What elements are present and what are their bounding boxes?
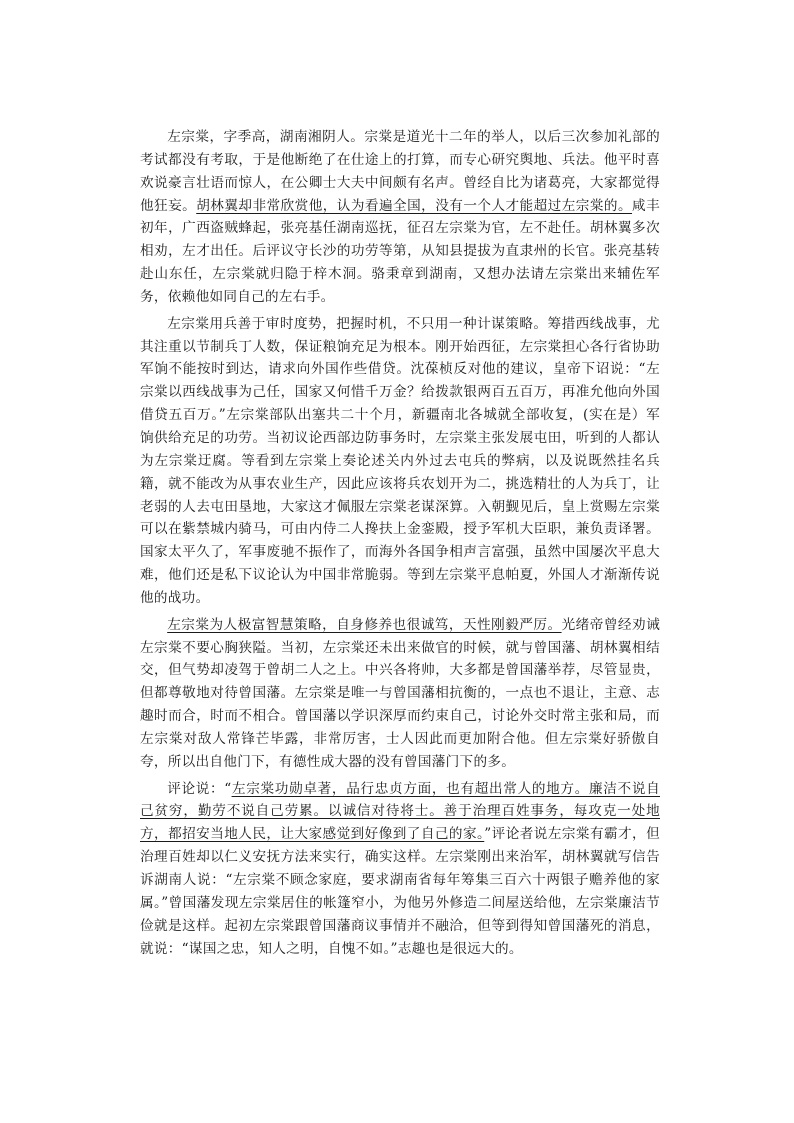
paragraph-2 <box>140 313 660 610</box>
text-segment: 光绪帝曾经劝诫左宗棠不要心胸狭隘。当初，左宗棠还未出来做官的时候，就与曾国藩、胡林翼相结交，但气势却凌驾于曾胡二人之上。中兴各将帅，大多都是曾国藩举荐，尽管显贵，但都尊敬地对待曾国藩。左宗棠是唯一与曾国藩相抗衡的，一点也不退让，主意、志趣时而合，时而不相合。曾国藩以学识深厚而约束自己，讨论外交时常主张和局，而左宗棠对敌人常锋芒毕露，非常厉害，士人因此而更加附合他。但左宗棠好骄傲自夸，所以出自他门下，有德性成大器的没有曾国藩门下的多。 <box>140 616 660 770</box>
paragraph-4 <box>140 778 660 961</box>
paragraph-1 <box>140 126 660 309</box>
document-body <box>140 126 660 960</box>
underlined-sentence: 左宗棠功勋卓著，品行忠贞方面，也有超出常人的地方。廉洁不说自己贫穷，勤劳不说自己劳累。以诚信对待将士。善于治理百姓事务，每攻克一处地方，都招安当地人民，让大家感觉到好像到了自己的家。 <box>140 780 660 843</box>
text-segment: 左宗棠用兵善于审时度势，把握时机，不只用一种计谋策略。筹措西线战事，尤其注重以节制兵丁人数，保证粮饷充足为根本。刚开始西征，左宗棠担心各行省协助军饷不能按时到达，请求向外国作些借贷。沈葆桢反对他的建议，皇帝下诏说：“左宗棠以西线战事为己任，国家又何惜千万金？给拨款银两百五百万，再准允他向外国借贷五百万。”左宗棠部队出塞共二十个月，新疆南北各城就全部收复，(实在是）军饷供给充足的功劳。当初议论西部边防事务时，左宗棠主张发展屯田，听到的人都认为左宗棠迂腐。等看到左宗棠上奏论述关内外过去屯兵的弊病，以及说既然挂名兵籍，就不能改为从事农业生产，因此应该将兵农划开为二，挑选精壮的人为兵丁，让老弱的人去屯田垦地，大家这才佩服左宗棠老谋深算。入朝觐见后，皇上赏赐左宗棠可以在紫禁城内骑马，可由内侍二人搀扶上金銮殿，授予军机大臣职，兼负责译署。国家太平久了，军事废驰不振作了，而海外各国争相声言富强，虽然中国屡次平息大难，他们还是私下议论认为中国非常脆弱。等到左宗棠平息帕夏，外国人才渐渐传说他的战功。 <box>140 315 660 606</box>
text-segment: 左宗棠，字季高，湖南湘阴人。宗棠是道光十二年的举人，以后三次参加礼部的考试都没有考取，于是他断绝了在仕途上的打算，而专心研究舆地、兵法。他平时喜欢说豪言壮语而惊人，在公卿士大夫中间颇有名声。曾经自比为诸葛亮，大家都觉得他狂妄。 <box>140 129 660 214</box>
text-segment: ”评论者说左宗棠有霸才，但治理百姓却以仁义安抚方法来实行，确实这样。左宗棠刚出来治军，胡林翼就写信告诉湖南人说：“左宗棠不顾念家庭，要求湖南省每年筹集三百六十两银子赡养他的家属。”曾国藩发现左宗棠居住的帐篷窄小，为他另外修造二间屋送给他，左宗棠廉洁节俭就是这样。起初左宗棠跟曾国藩商议事情并不融洽，但等到得知曾国藩死的消息，就说：“谋国之忠，知人之明，自愧不如。”志趣也是很远大的。 <box>140 826 660 957</box>
underlined-sentence: 胡林翼却非常欣赏他，认为看遍全国，没有一个人才能超过左宗棠的。 <box>196 197 633 214</box>
paragraph-3 <box>140 614 660 774</box>
text-segment: 评论说：“ <box>167 780 232 797</box>
underlined-sentence: 左宗棠为人极富智慧策略，自身修养也很诚笃，天性刚毅严厉。 <box>167 616 562 633</box>
text-segment: 咸丰初年，广西盗贼蜂起，张亮基任湖南巡抚，征召左宗棠为官，左不赴任。胡林翼多次相劝，左才出任。后评议守长沙的功劳等第，从知县提拔为直隶州的长官。张亮基转赴山东任，左宗棠就归隐于梓木洞。骆秉章到湖南，又想办法请左宗棠出来辅佐军务，依赖他如同自己的左右手。 <box>140 197 660 305</box>
